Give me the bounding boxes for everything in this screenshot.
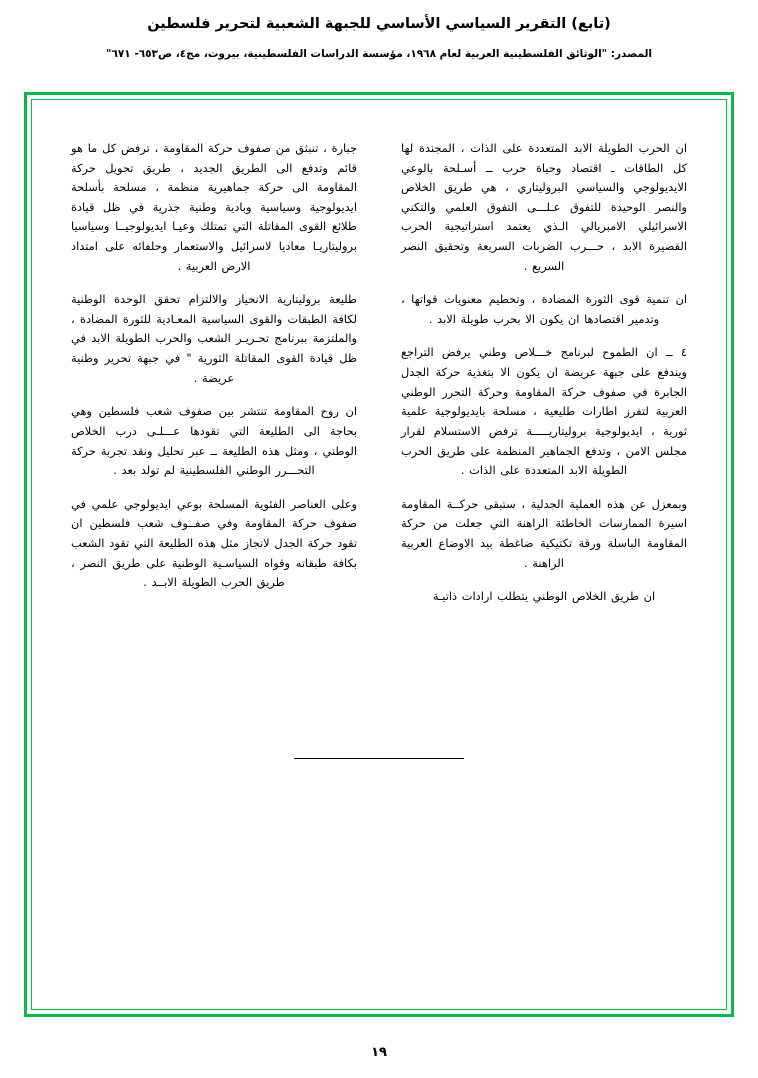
content-frame (24, 92, 734, 1017)
page-number: ١٩ (371, 1045, 387, 1060)
paragraph: ٤ ــ ان الطموح لبرنامج خـــلاص وطني يرفض التراجع ويندفع على جبهة عريضة ان يكون الا بتغذية حركة الجدل الجابرة في صفوف حركة المقاومة وحركة التحرر الوطني العربية لتفرز اطارات طليعية ، مسلحة بايديولوجية علمية ثورية ، ايديولوجية بروليتاريـــــة ترفض الاستسلام لقرار مجلس الامن ، وتدفع الجماهير المنظمة على طريق الحرب الطويلة الابد المتعددة على الذات . (401, 345, 687, 478)
paragraph: ان طريق الخلاص الوطني يتطلب ارادات ذاتيـة (432, 589, 656, 604)
paragraph: ان الحرب الطويلة الابد المتعددة على الذات ، المجندة لها كل الطاقات ـ اقتصاد وحياة حرب ــ أسـلحة بالوعي الايديولوجي والسياسي البروليتاري ، هي طريق الخلاص والنصر الوحيدة للتفوق عـلـــى التفوق العلمي والتكني الاسرائيلي الامبريالي الـذي يعتمد استراتيجية الحرب القصيرة الابد ، حـــرب الضربات السريعة وتحقيق النصر السريع . (401, 141, 687, 273)
page-header (0, 0, 758, 62)
horizontal-divider (294, 758, 464, 759)
page-title: (تابع) التقرير السياسي الأساسي للجبهة الشعبية لتحرير فلسطين (147, 16, 611, 32)
paragraph: جبارة ، تنبثق من صفوف حركة المقاومة ، ترفض كل ما هو قائم وتدفع الى الطريق الجديد ، طريق تحويل حركة المقاومة الى حركة جماهيرية منظمة ، مسلحة بأسلحة ايديولوجية وسياسية وبادية وطنية جذرية في ظل قيادة طلائع القوى المقاتلة التي تمتلك وعيـا ايديولوجيــا وسياسيا بروليتاريـا معاديا لاسرائيل والاستعمار وحلفائه على امتداد الارض العربية . (71, 141, 357, 273)
column-right (401, 139, 687, 607)
text-columns (71, 139, 687, 607)
paragraph: وعلى العناصر الفئوية المسلحة بوعي ايديولوجي علمي في صفوف حركة المقاومة وفي صفــوف شعب فلسطين ان تقود حركة الجدل لانجاز مثل هذه الطليعة التي تقود الشعب بكافة طبقاته وقواه السياسـية الوطنية على طريق النصر ، طريق الحرب الطويلة الابــد . (71, 496, 357, 590)
source-citation: المصدر: "الوثائق الفلسطينية العربية لعام ١٩٦٨، مؤسسة الدراسات الفلسطينية، بيروت، مج٤، ص٦٥٣- ٦٧١" (105, 48, 653, 61)
paragraph: ان روح المقاومة تنتشر بين صفوف شعب فلسطين وهي بحاجة الى الطليعة التي تقودها عـــلـى درب الخلاص الوطني ، ومثل هذه الطليعة ــ عبر تحليل ونقد تجربة حركة التحـــرر الوطني الفلسطينية لم تولد بعد . (71, 404, 357, 478)
column-left (71, 139, 357, 593)
paragraph: طليعة بروليتارية الانحياز والالتزام تحقق الوحدة الوطنية لكافة الطبقات والقوى السياسية المعـادية للثورة المضادة ، والملتزمة ببرنامج تحـريـر الشعب والحرب الطويلة الابد في ظل قيادة القوى المقاتلة الثورية " في جبهة تحرير وطنية عريضة . (71, 292, 357, 385)
paragraph: وبمعزل عن هذه العملية الجدلية ، ستبقى حركــة المقاومة اسيرة الممارسات الخاطئة الراهنة التي جعلت من حركة المقاومة الباسلة ورقة تكتيكية ضاغطة بيد الاوضاع العربية الراهنة . (401, 496, 687, 570)
paragraph: ان تنمية قوى الثورة المضادة ، وتحطيم معنويات قواتها ، وتدمير اقتصادها ان يكون الا بحرب طويلة الابد . (401, 292, 687, 326)
